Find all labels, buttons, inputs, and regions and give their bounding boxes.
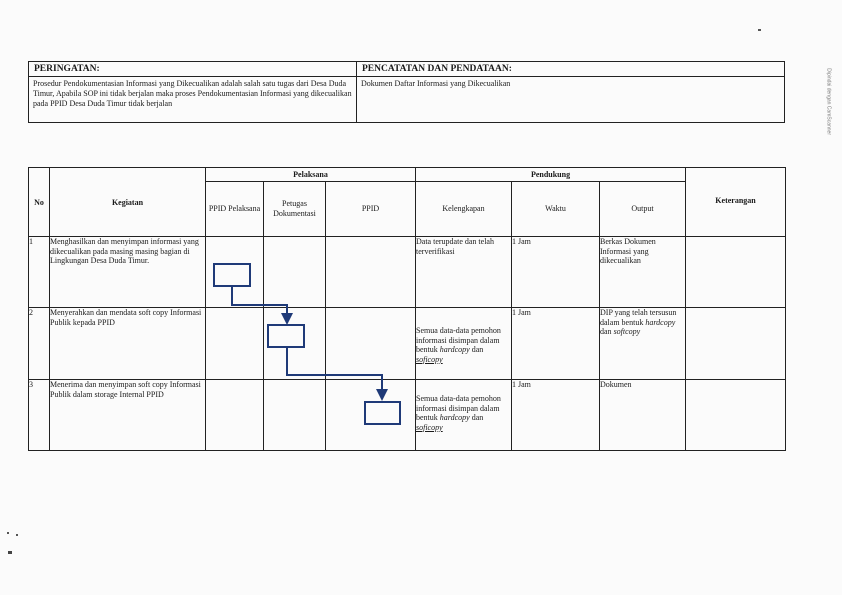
header-kegiatan: Kegiatan: [50, 168, 206, 237]
header-keterangan: Keterangan: [686, 168, 786, 237]
row-waktu: 1 Jam: [512, 380, 600, 451]
row-waktu: 1 Jam: [512, 308, 600, 380]
row-output: DIP yang telah tersusun dalam bentuk hardcopy dan softcopy: [600, 308, 686, 380]
row-kelengkapan: Semua data-data pemohon informasi disimpan dalam bentuk hardcopy dan soficopy: [416, 380, 512, 451]
header-row-1: [29, 168, 786, 182]
row-waktu: 1 Jam: [512, 237, 600, 308]
table-row: [29, 380, 786, 451]
header-kelengkapan: Kelengkapan: [416, 182, 512, 237]
header-ppid-pelaksana: PPID Pelaksana: [206, 182, 264, 237]
warning-title: PERINGATAN:: [29, 62, 356, 77]
warning-text: Prosedur Pendokumentasian Informasi yang Dikecualikan adalah salah satu tugas dari Desa Duda Timur, Apabila SOP ini tidak berjalan maka proses Pendokumentasian Informasi yang dikecualikan pada PPID Desa Duda Timur tidak berjalan: [33, 79, 352, 108]
scan-speck: [8, 551, 12, 554]
row-kegiatan: Menyerahkan dan mendata soft copy Informasi Publik kepada PPID: [50, 308, 206, 380]
row-kegiatan: Menerima dan menyimpan soft copy Informasi Publik dalam storage Internal PPID: [50, 380, 206, 451]
header-no: No: [29, 168, 50, 237]
warning-section: [29, 62, 357, 122]
table-row: [29, 237, 786, 308]
table-row: [29, 308, 786, 380]
row-kelengkapan: Data terupdate dan telah terverifikasi: [416, 237, 512, 308]
row-kegiatan: Menghasilkan dan menyimpan informasi yang dikecualikan pada masing masing bagian di Lingkungan Desa Duda Timur.: [50, 237, 206, 308]
header-pelaksana: Pelaksana: [206, 168, 416, 182]
row-kelengkapan: Semua data-data pemohon informasi disimpan dalam bentuk hardcopy dan soficopy: [416, 308, 512, 380]
header-output: Output: [600, 182, 686, 237]
header-ppid: PPID: [326, 182, 416, 237]
row-output: Dokumen: [600, 380, 686, 451]
row-number: 3: [29, 380, 50, 451]
scanner-watermark: Dipindai dengan CamScanner: [826, 68, 832, 135]
scan-speck: [16, 534, 18, 536]
header-pendukung: Pendukung: [416, 168, 686, 182]
row-number: 2: [29, 308, 50, 380]
info-header-table: [28, 61, 785, 123]
header-petugas: Petugas Dokumentasi: [264, 182, 326, 237]
scan-speck: [758, 29, 761, 31]
sop-table: [28, 167, 786, 451]
recording-text: Dokumen Daftar Informasi yang Dikecualikan: [361, 79, 511, 88]
recording-title: PENCATATAN DAN PENDATAAN:: [357, 62, 784, 77]
scan-speck: [7, 532, 9, 534]
header-waktu: Waktu: [512, 182, 600, 237]
row-number: 1: [29, 237, 50, 308]
row-output: Berkas Dokumen Informasi yang dikecualikan: [600, 237, 686, 308]
recording-section: [357, 62, 784, 122]
